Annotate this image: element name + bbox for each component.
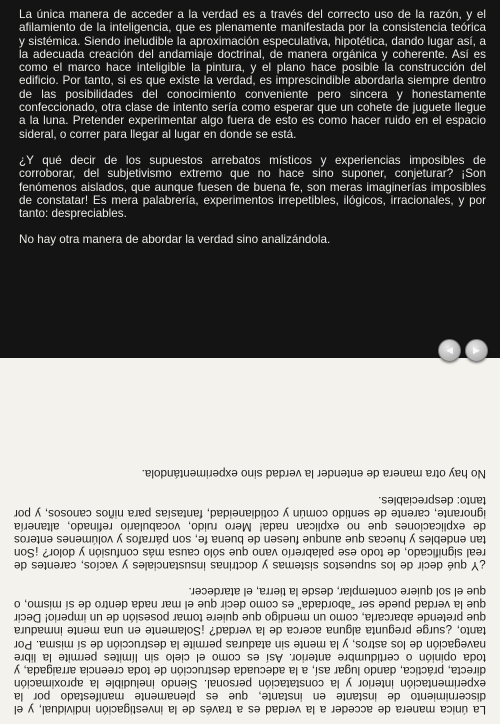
upper-text-page [0,0,500,358]
arrow-right-icon: ▶ [473,345,480,356]
page-navigation [438,339,488,362]
lower-paragraph-3: No hay otra manera de entender la verdad sino experimentándola. [141,467,486,481]
upper-paragraph-2: ¿Y qué decir de los supuestos arrebatos místicos y experiencias imposibles de corroborar, del subjetivismo extremo que no hace sino suponer, conjeturar? ¡Son fenómenos aislados, que aunque fuesen de buena fe, son meras imaginerías imposibles de constatar! Es mera palabrería, experimentos irrepetibles, ilógicos, irracionales, y por tanto: despreciables. [19,153,486,221]
lower-paragraph-1: La única manera de acceder a la verdad es a través de la investigación individual, y el discernimiento de instante en instante, que es plenamente manifestado por la experimentación interior y la constatación personal. Siendo ineludible la aproximación directa, práctica, dando lugar así, a la adecuada destrucción de toda creencia arraigada, y toda opinión o certidumbre anterior. Así es como el cielo sin límites permite la libre navegación de los astros, y la mente sin ataduras permite la destrucción de sí misma. Por tanto, ¿surge pregunta alguna acerca de la verdad? ¡Solamente en una mente inmadura que pretende abarcarla, como un mendigo que quiere tomar posesión de un imperio! Decir que la verdad puede ser “abordada” es como decir que el mar nada dentro de sí mismo, o que el sol quiere contemplar, desde la tierra, el atardecer. [14,585,486,716]
next-page-button[interactable] [465,339,488,362]
arrow-left-icon: ◀ [446,345,453,356]
inverted-text-block [0,358,500,724]
previous-page-button[interactable] [438,339,461,362]
upper-paragraph-3: No hay otra manera de abordar la verdad sino analizándola. [19,233,331,247]
upper-paragraph-1: La única manera de acceder a la verdad es a través del correcto uso de la razón, y el afilamiento de la inteligencia, que es plenamente manifestada por la consistencia teórica y sistémica. Siendo ineludible la aproximación especulativa, hipotética, dando lugar así, a la adecuada creación del andamiaje doctrinal, de manera orgánica y coherente. Así es como el marco hace inteligible la pintura, y el plano hace posible la construcción del edificio. Por tanto, si es que existe la verdad, es imprescindible abordarla siempre dentro de las posibilidades del conocimiento conveniente pero sincera y honestamente confeccionado, otra clase de intento sería como esperar que un cohete de juguete llegue a la luna. Pretender experimentar algo fuera de esto es como hacer ruido en el espacio sideral, o correr para llegar al lugar en donde se está. [19,8,486,141]
lower-paragraph-2: ¿Y qué decir de los supuestos sistemas y doctrinas insustanciales y vacíos, carentes de real significado, de todo ese palabrerío vano que sólo causa más confusión y dolor? ¡Son tan endebles y huecas que aunque fuesen de buena fe, son párrafos y volúmenes enteros de explicaciones que no explican nada! Mero ruido, vocabulario refinado, altanería ignorante, carente de sentido común y cotidianeidad, fantasías para niños canosos, y por tanto: despreciables. [14,493,486,573]
lower-text-page [0,358,500,724]
